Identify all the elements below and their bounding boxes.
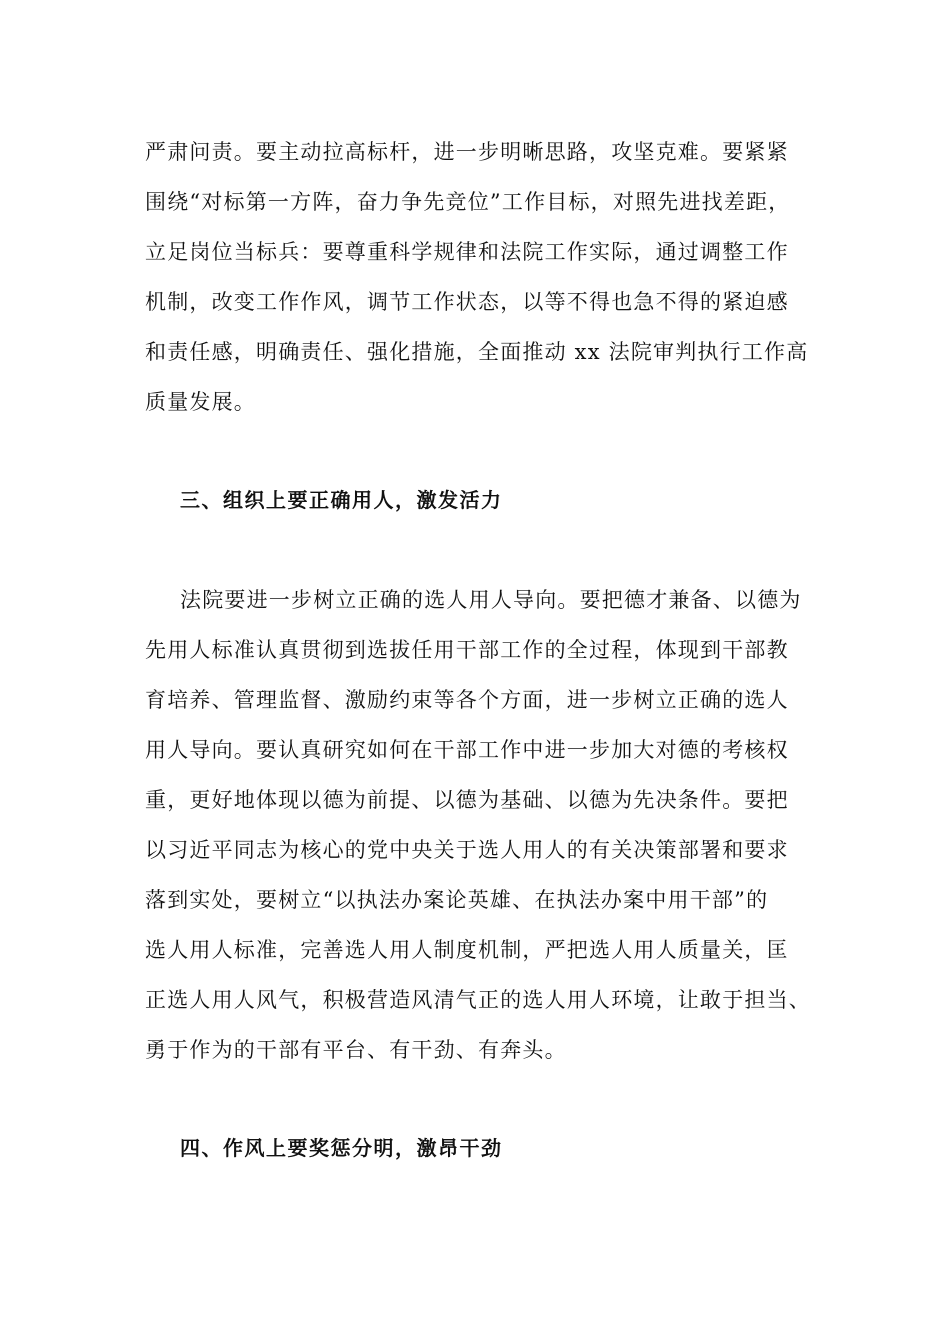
paragraph-1-line-5: 和责任感，明确责任、强化措施，全面推动 xx 法院审判执行工作高 — [145, 340, 809, 364]
paragraph-1-line-4: 机制，改变工作作风，调节工作状态，以等不得也急不得的紧迫感 — [145, 290, 789, 314]
paragraph-2-line-9: 正选人用人风气，积极营造风清气正的选人用人环境，让敢于担当、 — [145, 988, 811, 1012]
paragraph-2-line-1: 法院要进一步树立正确的选人用人导向。要把德才兼备、以德为 — [180, 588, 802, 612]
paragraph-2-line-2: 先用人标准认真贯彻到选拔任用干部工作的全过程，体现到干部教 — [145, 638, 789, 662]
paragraph-2-line-3: 育培养、管理监督、激励约束等各个方面，进一步树立正确的选人 — [145, 688, 789, 712]
paragraph-2-line-6: 以习近平同志为核心的党中央关于选人用人的有关决策部署和要求 — [145, 838, 789, 862]
paragraph-2-line-8: 选人用人标准，完善选人用人制度机制，严把选人用人质量关，匡 — [145, 938, 789, 962]
paragraph-1-line-3: 立足岗位当标兵：要尊重科学规律和法院工作实际，通过调整工作 — [145, 240, 789, 264]
paragraph-2-line-5: 重，更好地体现以德为前提、以德为基础、以德为先决条件。要把 — [145, 788, 789, 812]
paragraph-1-line-2: 围绕“对标第一方阵，奋力争先竞位”工作目标，对照先进找差距， — [145, 190, 791, 214]
paragraph-2-line-4: 用人导向。要认真研究如何在干部工作中进一步加大对德的考核权 — [145, 738, 789, 762]
paragraph-2-line-7: 落到实处，要树立“以执法办案论英雄、在执法办案中用干部”的 — [145, 888, 769, 912]
paragraph-2-line-10: 勇于作为的干部有平台、有干劲、有奔头。 — [145, 1038, 567, 1062]
paragraph-1-line-1: 严肃问责。要主动拉高标杆，进一步明晰思路，攻坚克难。要紧紧 — [145, 140, 789, 164]
section-heading-3: 三、组织上要正确用人，激发活力 — [180, 488, 503, 512]
paragraph-1-line-6: 质量发展。 — [145, 390, 256, 414]
section-heading-4: 四、作风上要奖惩分明，激昂干劲 — [180, 1136, 503, 1160]
